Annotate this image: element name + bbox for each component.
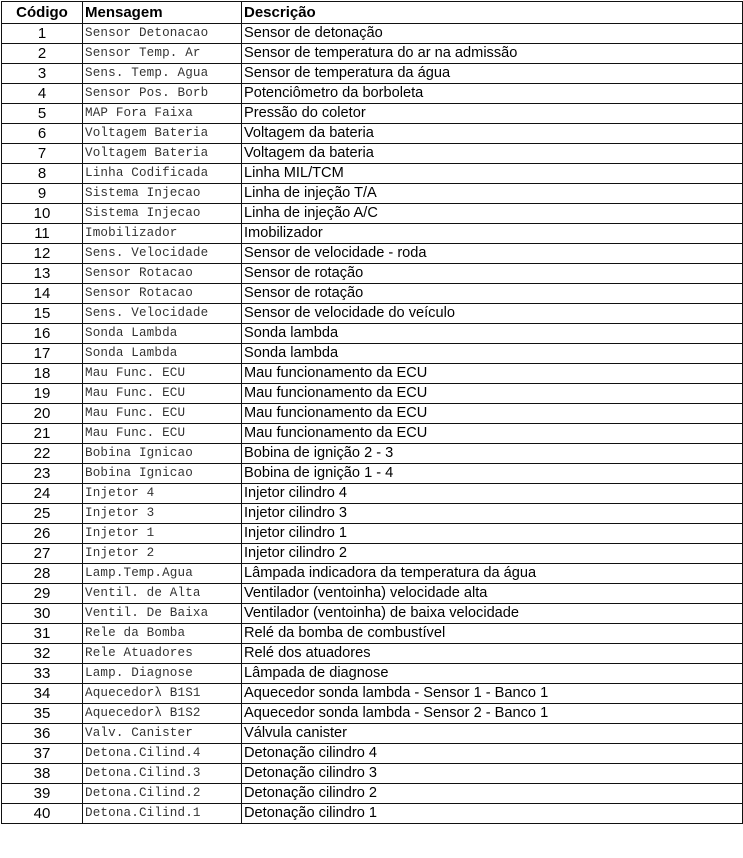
table-row xyxy=(2,304,743,324)
table-row xyxy=(2,44,743,64)
table-row xyxy=(2,144,743,164)
code-cell: 38 xyxy=(2,764,83,784)
table-row xyxy=(2,324,743,344)
code-cell: 3 xyxy=(2,64,83,84)
description-cell: Voltagem da bateria xyxy=(242,144,743,164)
code-cell: 4 xyxy=(2,84,83,104)
message-cell: Sonda Lambda xyxy=(83,344,242,364)
message-cell: Lamp.Temp.Agua xyxy=(83,564,242,584)
table-row xyxy=(2,224,743,244)
error-code-table xyxy=(1,1,743,824)
table-row xyxy=(2,404,743,424)
table-row xyxy=(2,584,743,604)
description-cell: Lâmpada indicadora da temperatura da água xyxy=(242,564,743,584)
description-cell: Sensor de temperatura do ar na admissão xyxy=(242,44,743,64)
message-cell: Injetor 3 xyxy=(83,504,242,524)
message-cell: Linha Codificada xyxy=(83,164,242,184)
code-cell: 37 xyxy=(2,744,83,764)
message-cell: Sensor Pos. Borb xyxy=(83,84,242,104)
description-cell: Linha de injeção A/C xyxy=(242,204,743,224)
description-cell: Lâmpada de diagnose xyxy=(242,664,743,684)
message-cell: Detona.Cilind.2 xyxy=(83,784,242,804)
table-row xyxy=(2,484,743,504)
code-cell: 8 xyxy=(2,164,83,184)
code-cell: 32 xyxy=(2,644,83,664)
message-cell: Mau Func. ECU xyxy=(83,424,242,444)
description-cell: Sonda lambda xyxy=(242,324,743,344)
code-cell: 20 xyxy=(2,404,83,424)
table-row xyxy=(2,344,743,364)
table-row xyxy=(2,524,743,544)
description-cell: Sensor de rotação xyxy=(242,264,743,284)
code-cell: 7 xyxy=(2,144,83,164)
table-row xyxy=(2,684,743,704)
description-cell: Ventilador (ventoinha) velocidade alta xyxy=(242,584,743,604)
column-header-code: Código xyxy=(2,2,83,24)
table-row xyxy=(2,704,743,724)
message-cell: Rele Atuadores xyxy=(83,644,242,664)
message-cell: Mau Func. ECU xyxy=(83,384,242,404)
message-cell: Sonda Lambda xyxy=(83,324,242,344)
code-cell: 35 xyxy=(2,704,83,724)
message-cell: MAP Fora Faixa xyxy=(83,104,242,124)
description-cell: Linha de injeção T/A xyxy=(242,184,743,204)
table-row xyxy=(2,64,743,84)
table-row xyxy=(2,784,743,804)
description-cell: Bobina de ignição 1 - 4 xyxy=(242,464,743,484)
message-cell: Injetor 1 xyxy=(83,524,242,544)
description-cell: Linha MIL/TCM xyxy=(242,164,743,184)
table-row xyxy=(2,724,743,744)
message-cell: Mau Func. ECU xyxy=(83,404,242,424)
description-cell: Injetor cilindro 1 xyxy=(242,524,743,544)
code-cell: 30 xyxy=(2,604,83,624)
code-cell: 9 xyxy=(2,184,83,204)
message-cell: Valv. Canister xyxy=(83,724,242,744)
code-cell: 29 xyxy=(2,584,83,604)
description-cell: Mau funcionamento da ECU xyxy=(242,384,743,404)
message-cell: Voltagem Bateria xyxy=(83,144,242,164)
message-cell: Bobina Ignicao xyxy=(83,464,242,484)
description-cell: Aquecedor sonda lambda - Sensor 2 - Banco 1 xyxy=(242,704,743,724)
code-cell: 23 xyxy=(2,464,83,484)
message-cell: Detona.Cilind.3 xyxy=(83,764,242,784)
description-cell: Detonação cilindro 1 xyxy=(242,804,743,824)
table-row xyxy=(2,664,743,684)
description-cell: Potenciômetro da borboleta xyxy=(242,84,743,104)
table-row xyxy=(2,564,743,584)
description-cell: Bobina de ignição 2 - 3 xyxy=(242,444,743,464)
column-header-description: Descrição xyxy=(242,2,743,24)
message-cell: Sistema Injecao xyxy=(83,184,242,204)
description-cell: Detonação cilindro 3 xyxy=(242,764,743,784)
message-cell: Detona.Cilind.4 xyxy=(83,744,242,764)
description-cell: Sensor de velocidade - roda xyxy=(242,244,743,264)
code-cell: 5 xyxy=(2,104,83,124)
code-cell: 19 xyxy=(2,384,83,404)
description-cell: Ventilador (ventoinha) de baixa velocidade xyxy=(242,604,743,624)
message-cell: Sensor Detonacao xyxy=(83,24,242,44)
table-row xyxy=(2,464,743,484)
code-cell: 21 xyxy=(2,424,83,444)
table-row xyxy=(2,764,743,784)
code-cell: 26 xyxy=(2,524,83,544)
description-cell: Aquecedor sonda lambda - Sensor 1 - Banco 1 xyxy=(242,684,743,704)
description-cell: Sensor de rotação xyxy=(242,284,743,304)
code-cell: 22 xyxy=(2,444,83,464)
message-cell: Sens. Velocidade xyxy=(83,244,242,264)
description-cell: Relé da bomba de combustível xyxy=(242,624,743,644)
description-cell: Imobilizador xyxy=(242,224,743,244)
message-cell: Ventil. De Baixa xyxy=(83,604,242,624)
code-cell: 25 xyxy=(2,504,83,524)
table-row xyxy=(2,364,743,384)
code-cell: 27 xyxy=(2,544,83,564)
table-row xyxy=(2,744,743,764)
message-cell: Injetor 2 xyxy=(83,544,242,564)
code-cell: 16 xyxy=(2,324,83,344)
code-cell: 12 xyxy=(2,244,83,264)
message-cell: Injetor 4 xyxy=(83,484,242,504)
table-row xyxy=(2,284,743,304)
message-cell: Sens. Temp. Agua xyxy=(83,64,242,84)
description-cell: Sensor de velocidade do veículo xyxy=(242,304,743,324)
code-cell: 13 xyxy=(2,264,83,284)
table-row xyxy=(2,444,743,464)
description-cell: Injetor cilindro 2 xyxy=(242,544,743,564)
code-cell: 33 xyxy=(2,664,83,684)
table-row xyxy=(2,124,743,144)
table-row xyxy=(2,624,743,644)
message-cell: Sistema Injecao xyxy=(83,204,242,224)
table-row xyxy=(2,604,743,624)
description-cell: Válvula canister xyxy=(242,724,743,744)
description-cell: Mau funcionamento da ECU xyxy=(242,364,743,384)
table-row xyxy=(2,804,743,824)
table-row xyxy=(2,104,743,124)
code-cell: 31 xyxy=(2,624,83,644)
description-cell: Injetor cilindro 3 xyxy=(242,504,743,524)
code-cell: 18 xyxy=(2,364,83,384)
description-cell: Sonda lambda xyxy=(242,344,743,364)
code-cell: 10 xyxy=(2,204,83,224)
code-cell: 17 xyxy=(2,344,83,364)
table-row xyxy=(2,384,743,404)
message-cell: Rele da Bomba xyxy=(83,624,242,644)
description-cell: Sensor de temperatura da água xyxy=(242,64,743,84)
message-cell: Ventil. de Alta xyxy=(83,584,242,604)
code-cell: 11 xyxy=(2,224,83,244)
description-cell: Relé dos atuadores xyxy=(242,644,743,664)
table-row xyxy=(2,644,743,664)
code-cell: 15 xyxy=(2,304,83,324)
code-cell: 40 xyxy=(2,804,83,824)
description-cell: Injetor cilindro 4 xyxy=(242,484,743,504)
message-cell: Detona.Cilind.1 xyxy=(83,804,242,824)
table-row xyxy=(2,544,743,564)
code-cell: 6 xyxy=(2,124,83,144)
code-cell: 1 xyxy=(2,24,83,44)
description-cell: Pressão do coletor xyxy=(242,104,743,124)
description-cell: Detonação cilindro 4 xyxy=(242,744,743,764)
table-row xyxy=(2,424,743,444)
code-cell: 34 xyxy=(2,684,83,704)
table-row xyxy=(2,204,743,224)
message-cell: Aquecedorλ B1S1 xyxy=(83,684,242,704)
message-cell: Sensor Temp. Ar xyxy=(83,44,242,64)
message-cell: Sensor Rotacao xyxy=(83,284,242,304)
table-row xyxy=(2,264,743,284)
message-cell: Voltagem Bateria xyxy=(83,124,242,144)
table-row xyxy=(2,84,743,104)
description-cell: Detonação cilindro 2 xyxy=(242,784,743,804)
code-cell: 2 xyxy=(2,44,83,64)
table-row xyxy=(2,244,743,264)
header-row xyxy=(2,2,743,24)
description-cell: Mau funcionamento da ECU xyxy=(242,424,743,444)
message-cell: Sensor Rotacao xyxy=(83,264,242,284)
table-row xyxy=(2,164,743,184)
code-cell: 28 xyxy=(2,564,83,584)
message-cell: Lamp. Diagnose xyxy=(83,664,242,684)
message-cell: Imobilizador xyxy=(83,224,242,244)
message-cell: Sens. Velocidade xyxy=(83,304,242,324)
code-cell: 39 xyxy=(2,784,83,804)
message-cell: Mau Func. ECU xyxy=(83,364,242,384)
table-row xyxy=(2,24,743,44)
description-cell: Voltagem da bateria xyxy=(242,124,743,144)
table-row xyxy=(2,184,743,204)
table-row xyxy=(2,504,743,524)
message-cell: Aquecedorλ B1S2 xyxy=(83,704,242,724)
message-cell: Bobina Ignicao xyxy=(83,444,242,464)
column-header-message: Mensagem xyxy=(83,2,242,24)
code-cell: 24 xyxy=(2,484,83,504)
code-cell: 14 xyxy=(2,284,83,304)
description-cell: Mau funcionamento da ECU xyxy=(242,404,743,424)
description-cell: Sensor de detonação xyxy=(242,24,743,44)
code-cell: 36 xyxy=(2,724,83,744)
